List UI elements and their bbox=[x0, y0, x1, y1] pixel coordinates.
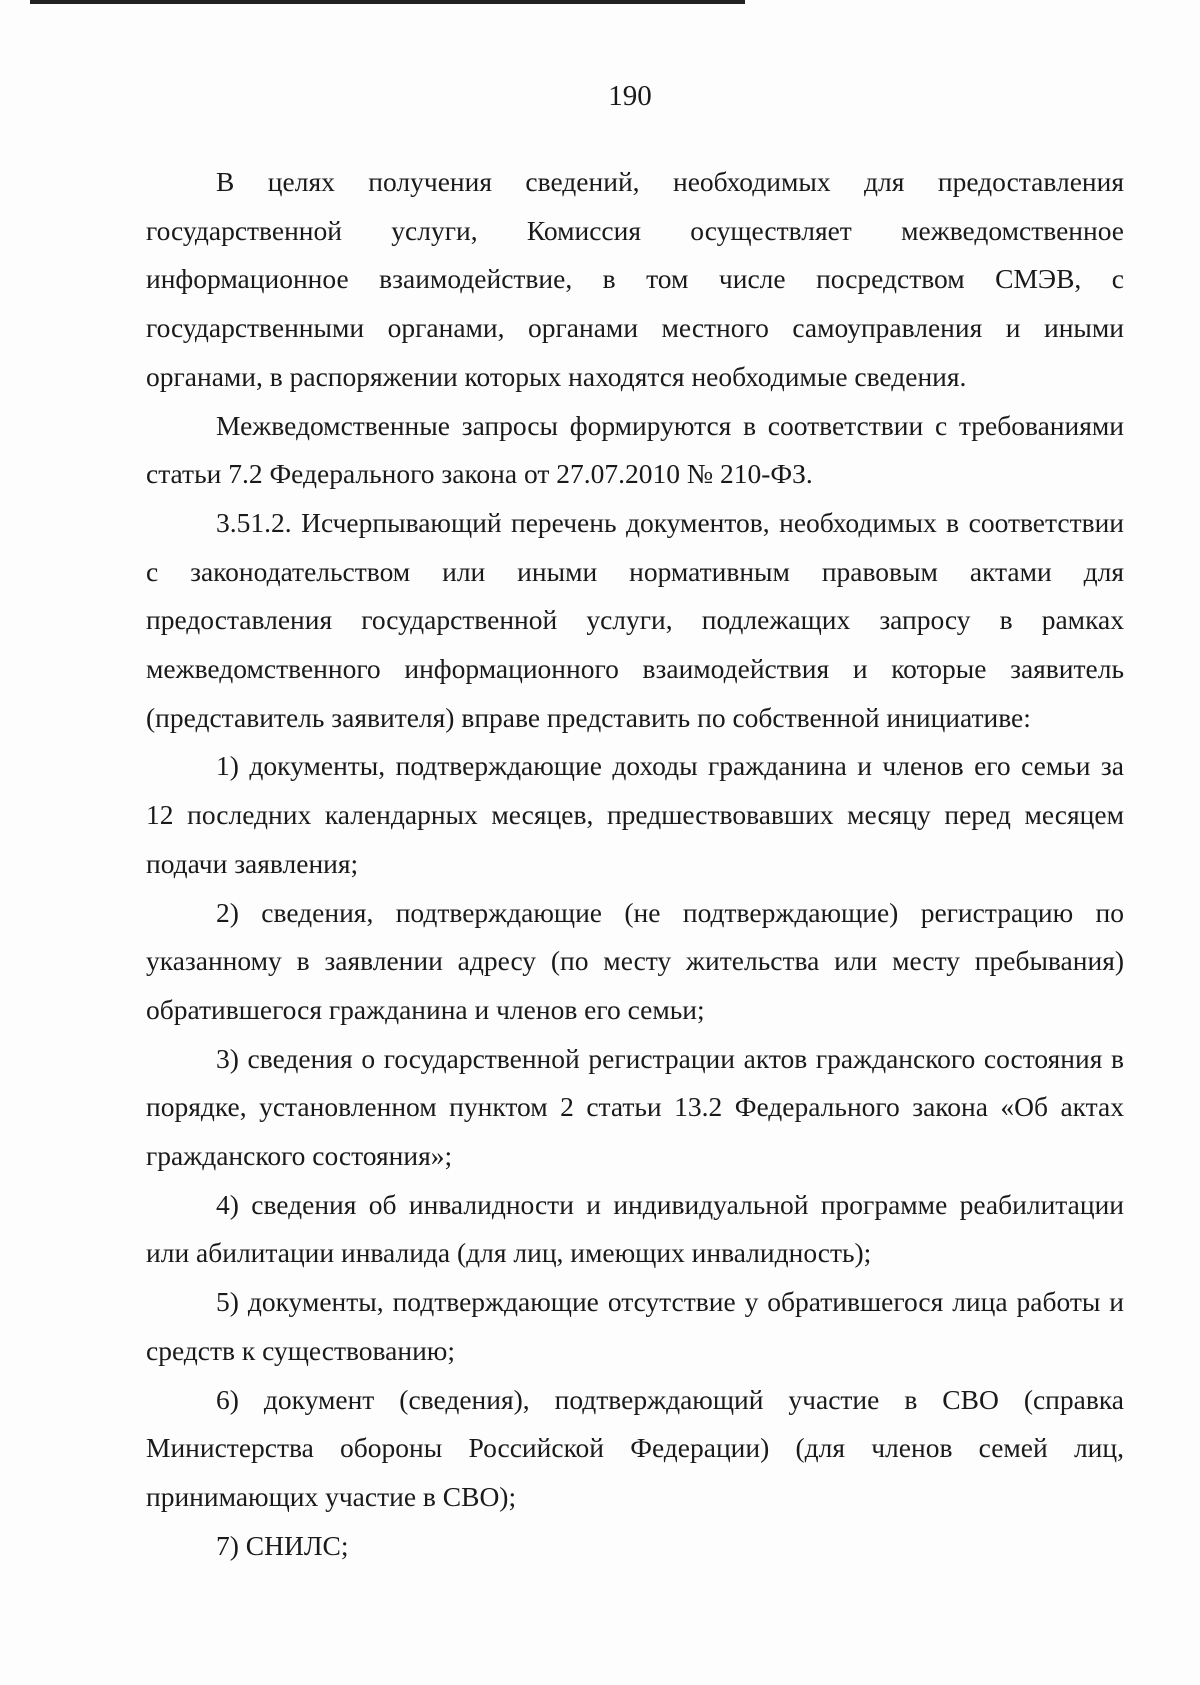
list-item-4: 4) сведения об инвалидности и индивидуальной программе реабилитации или абилитации инвалида (для лиц, имеющих инвалидность); bbox=[146, 1188, 1124, 1269]
paragraph-section-3-51-2: 3.51.2. Исчерпывающий перечень документов, необходимых в соответствии с законодательством или иными нормативным правовым актами для предоставления государственной услуги, подлежащих запросу в рамках межведомственного информационного взаимодействия и которые заявитель (представитель заявителя) вправе представить по собственной инициативе: bbox=[146, 506, 1124, 733]
paragraph-interagency-interaction: В целях получения сведений, необходимых для предоставления государственной услуги, Комиссия осуществляет межведомственное информационное взаимодействие, в том числе посредством СМЭВ, с государственными органами, органами местного самоуправления и иными органами, в распоряжении которых находятся необходимые сведения. bbox=[146, 166, 1124, 392]
list-item-1: 1) документы, подтверждающие доходы гражданина и членов его семьи за 12 последних календарных месяцев, предшествовавших месяцу перед месяцем подачи заявления; bbox=[146, 750, 1124, 879]
list-item-3: 3) сведения о государственной регистрации актов гражданского состояния в порядке, установленном пунктом 2 статьи 13.2 Федерального закона «Об актах гражданского состояния»; bbox=[146, 1042, 1124, 1172]
list-item-5: 5) документы, подтверждающие отсутствие у обратившегося лица работы и средств к существованию; bbox=[146, 1286, 1124, 1366]
document-body bbox=[146, 158, 1124, 1570]
list-item-7: 7) СНИЛС; bbox=[216, 1529, 349, 1561]
top-border-line bbox=[30, 0, 745, 4]
paragraph-interagency-requests: Межведомственные запросы формируются в соответствии с требованиями статьи 7.2 Федерального закона от 27.07.2010 № 210-ФЗ. bbox=[146, 409, 1124, 490]
list-item-2: 2) сведения, подтверждающие (не подтверждающие) регистрацию по указанному в заявлении адресу (по месту жительства или месту пребывания) обратившегося гражданина и членов его семьи; bbox=[146, 896, 1124, 1025]
page-number: 190 bbox=[608, 80, 652, 112]
list-item-6: 6) документ (сведения), подтверждающий участие в СВО (справка Министерства обороны Российской Федерации) (для членов семей лиц, принимающих участие в СВО); bbox=[146, 1383, 1124, 1512]
